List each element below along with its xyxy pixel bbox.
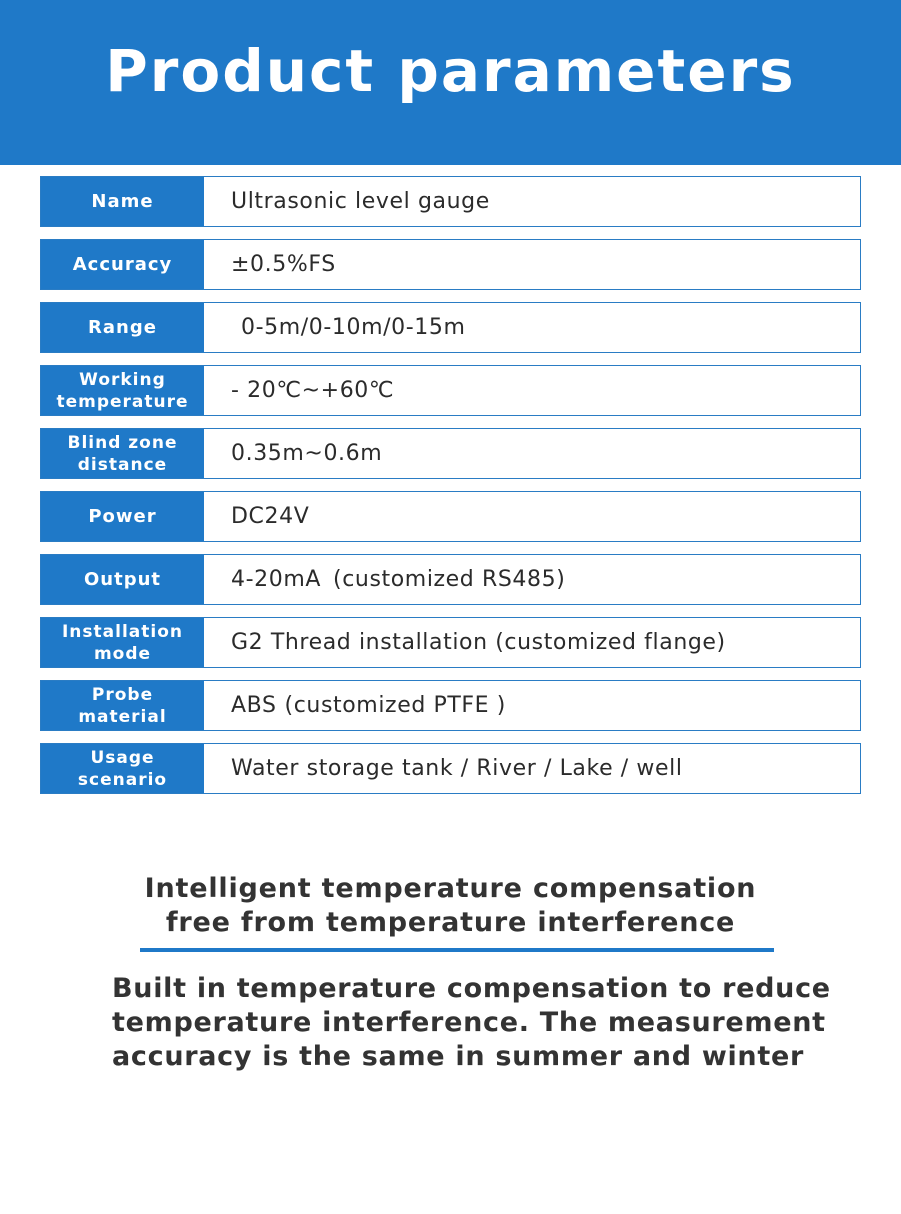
param-label-text: Working xyxy=(79,369,166,390)
param-label-text: temperature xyxy=(56,391,189,412)
param-value xyxy=(204,681,860,730)
feature-title-line: free from temperature interference xyxy=(165,907,736,938)
param-value xyxy=(204,240,860,289)
param-label xyxy=(41,303,204,352)
param-label-text: Installation xyxy=(61,621,183,642)
param-row-range xyxy=(40,302,861,353)
parameters-table xyxy=(40,176,861,794)
param-label-text: Blind zone xyxy=(67,432,178,453)
feature-title-line: Intelligent temperature compensation xyxy=(144,873,757,904)
param-value-text: Water storage tank / River / Lake / well xyxy=(231,756,683,781)
header-banner xyxy=(0,0,901,165)
param-label-text: Probe xyxy=(91,684,154,705)
param-row-accuracy xyxy=(40,239,861,290)
feature-body-line: temperature interference. The measurement xyxy=(112,1007,826,1038)
param-label xyxy=(41,240,204,289)
param-value-text: ±0.5%FS xyxy=(231,252,336,277)
param-value xyxy=(204,366,860,415)
param-value-text: 0-5m/0-10m/0-15m xyxy=(241,315,466,340)
param-label xyxy=(41,555,204,604)
param-label-text: Output xyxy=(83,568,162,590)
param-row-probe-material xyxy=(40,680,861,731)
param-row-name xyxy=(40,176,861,227)
feature-heading xyxy=(0,872,901,940)
param-label xyxy=(41,366,204,415)
param-label-text: scenario xyxy=(77,769,168,790)
param-value-text: 4-20mA xyxy=(231,567,322,592)
param-value xyxy=(204,429,860,478)
param-value-text: ABS xyxy=(231,693,277,718)
feature-divider xyxy=(140,948,774,952)
param-value-text: Ultrasonic level gauge xyxy=(231,189,490,214)
param-row-output xyxy=(40,554,861,605)
param-value xyxy=(204,177,860,226)
param-row-installation-mode xyxy=(40,617,861,668)
param-row-working-temperature xyxy=(40,365,861,416)
param-row-usage-scenario xyxy=(40,743,861,794)
param-row-blind-zone xyxy=(40,428,861,479)
param-value-extra: (customized RS485) xyxy=(333,567,566,592)
param-label xyxy=(41,492,204,541)
param-label xyxy=(41,744,204,793)
page-title: Product parameters xyxy=(105,37,796,105)
param-label xyxy=(41,681,204,730)
param-value-extra: (customized PTFE ) xyxy=(284,693,506,718)
param-label-text: Range xyxy=(88,316,157,338)
param-value-text: DC24V xyxy=(231,504,310,529)
feature-description xyxy=(112,972,832,1074)
param-label-text: material xyxy=(78,706,167,727)
param-value xyxy=(204,744,860,793)
param-value xyxy=(204,555,860,604)
param-label-text: Name xyxy=(91,190,154,212)
param-value xyxy=(204,618,860,667)
param-label xyxy=(41,429,204,478)
feature-body-line: accuracy is the same in summer and winter xyxy=(112,1041,804,1072)
param-value xyxy=(204,492,860,541)
param-label-text: distance xyxy=(77,454,168,475)
param-value xyxy=(204,303,860,352)
param-value-text: - 20℃~+60℃ xyxy=(231,378,395,403)
feature-body-line: Built in temperature compensation to reduce xyxy=(112,973,831,1004)
param-label-text: mode xyxy=(93,643,152,664)
param-label-text: Power xyxy=(88,505,157,527)
param-label xyxy=(41,618,204,667)
param-label-text: Usage xyxy=(90,747,155,768)
param-value-text: G2 Thread installation (customized flange) xyxy=(231,630,726,655)
param-label-text: Accuracy xyxy=(72,253,173,275)
param-label xyxy=(41,177,204,226)
param-row-power xyxy=(40,491,861,542)
param-value-text: 0.35m~0.6m xyxy=(231,441,383,466)
